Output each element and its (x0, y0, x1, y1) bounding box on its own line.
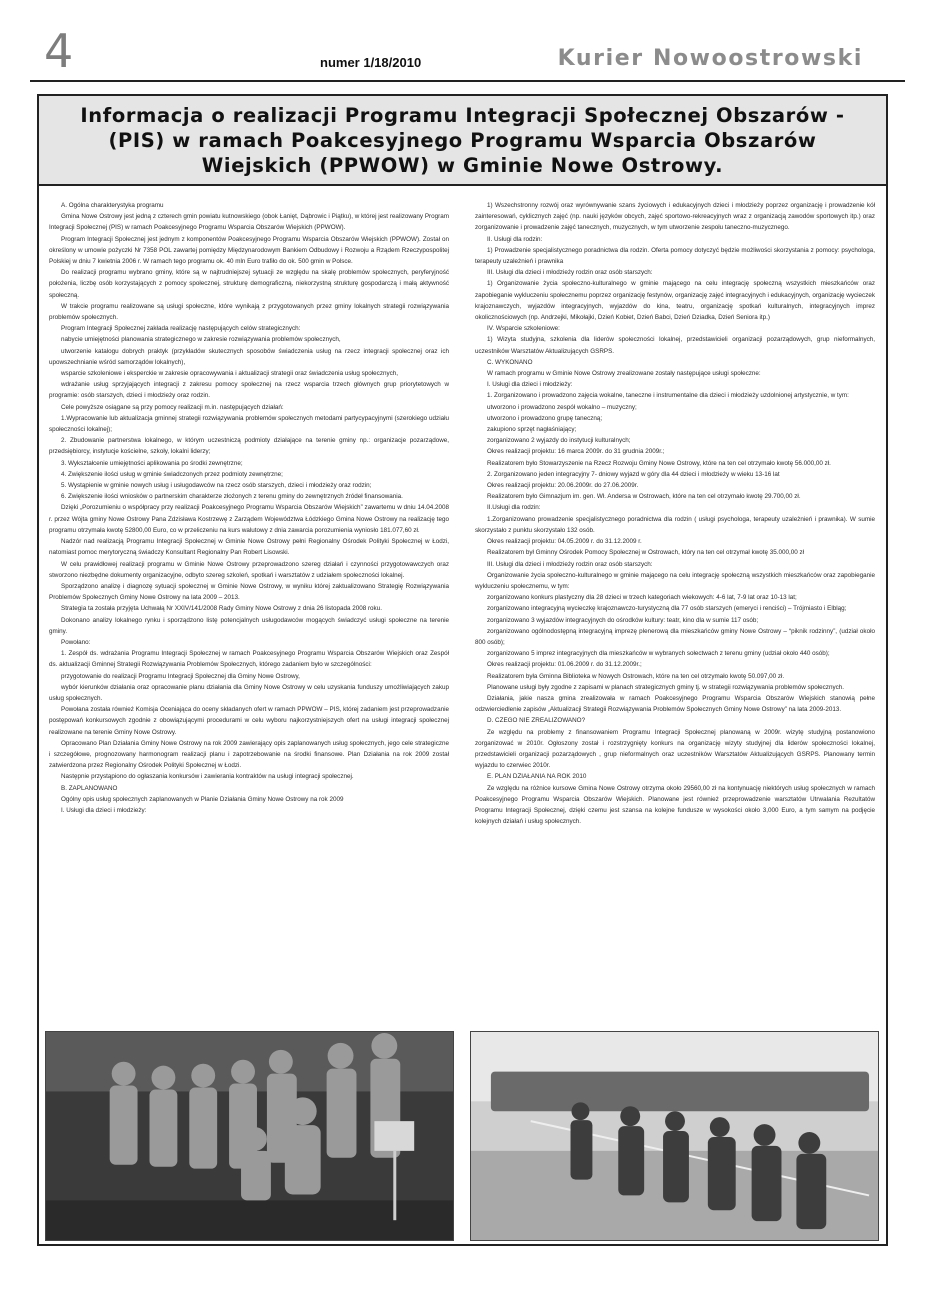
paragraph: E. PLAN DZIAŁANIA NA ROK 2010 (487, 773, 587, 781)
paragraph: I. Usługi dla dzieci i młodzieży: (61, 806, 147, 814)
paragraph: 1. Zorganizowano i prowadzono zajęcia wokalne, taneczne i instrumentalne dla dzieci i młodzieży uzdolnionej artystycznie, w tym: (487, 392, 849, 400)
paragraph: III. Usługi dla dzieci i młodzieży rodzin oraz osób starszych: (487, 269, 653, 277)
paragraph: W trakcie programu realizowane są usługi społeczne, które wynikają z przygotowanych przez gminy lokalnych strategii rozwiązywania problemów społecznych. (49, 302, 449, 322)
paragraph: W celu prawidłowej realizacji programu w Gminie Nowe Ostrowy przeprowadzono szereg działań i czynności przygotowawczych oraz stworzono niezbędne dokumenty organizacyjne, odbyto szereg szkoleń, spotkań i warsztatów z udziałem społeczności lokalnej. (49, 560, 449, 579)
paragraph: utworzono i prowadzono grupę taneczną; (487, 414, 603, 422)
paragraph: I. Usługi dla dzieci i młodzieży: (487, 381, 573, 389)
paragraph: II.Usługi dla rodzin: (487, 504, 541, 512)
paragraph: przygotowanie do realizacji Programu Integracji Społecznej dla Gminy Nowe Ostrowy, (61, 672, 300, 680)
article-frame (37, 94, 888, 1246)
paragraph: III. Usługi dla dzieci i młodzieży rodzin oraz osób starszych: (487, 560, 653, 568)
paragraph: Dzięki „Porozumieniu o współpracy przy realizacji Poakcesyjnego Programu Wsparcia Obszarów Wiejskich” zawartemu w dniu 14.04.2008 r. przez Wójta gminy Nowe Ostrowy Pana Zdzisława Kostrzewę z Zarządem Województwa Łódzkiego Gmina Nowe Ostrowy na realizację tego programu otrzymała kwotę 52800,00 Euro, co w przeliczeniu na kurs walutowy z dnia zawarcia porozumienia wyniosło 181.077,60 zł. (49, 504, 449, 534)
paragraph: Powołano: (61, 638, 91, 646)
headline-box (39, 96, 886, 186)
paragraph: 2. Zbudowanie partnerstwa lokalnego, w którym uczestniczą podmioty działające na terenie gminy np.: organizacje pozarządowe, przedsiębiorcy, instytucje kościelne, szkoły, lokalni liderzy; (49, 437, 449, 456)
paragraph: Cele powyższe osiągane są przy pomocy realizacji m.in. następujących działań: (61, 403, 284, 411)
paragraph: wdrażanie usług sprzyjających integracji z zakresu pomocy społecznej na rzecz wsparcia trzech głównych grup priorytetowych w programie: osób starszych, dzieci i młodzieży oraz rodzin. (49, 381, 449, 400)
paragraph: 1) Wszechstronny rozwój oraz wyrównywanie szans życiowych i edukacyjnych dzieci i młodzieży poprzez organizację i prowadzenie kół zainteresowań, cyklicznych zajęć (np. nauki języków obcych, zajęć sportowo-rekreacyjnych wraz z organizacją zawodów sportowych itp.) oraz zorganizowanie i prowadzenie zajęć tanecznych, muzycznych, w tym utworzenie zespołu taneczno-muzycznego. (475, 202, 875, 232)
paragraph: Okres realizacji projektu: 01.06.2009 r. do 31.12.2009r.; (487, 661, 642, 669)
paragraph: 1) Prowadzenie specjalistycznego poradnictwa dla rodzin. Oferta pomocy dotyczyć będzie możliwości skorzystania z pomocy: psychologa, terapeuty uzależnień i prawnika (475, 246, 875, 266)
paragraph: Realizatorem było Gimnazjum im. gen. Wł. Andersa w Ostrowach, które na ten cel otrzymało kwotę 29.700,00 zł. (487, 493, 801, 501)
paragraph: A. Ogólna charakterystyka programu (61, 202, 164, 209)
paragraph: Okres realizacji projektu: 04.05.2009 r. do 31.12.2009 r. (487, 538, 642, 546)
paragraph: Sporządzono analizę i diagnozę sytuacji społecznej w Gminie Nowe Ostrowy, w wyniku której zaktualizowano Strategię Rozwiązywania Problemów Społecznych Gminy Nowe Ostrowy na lata 2009 – 2013. (49, 582, 449, 602)
paragraph: 4. Zwiększenie ilości usług w gminie świadczonych przez podmioty zewnętrzne; (61, 470, 283, 478)
paragraph: Okres realizacji projektu: 20.06.2009r. do 27.06.2009r. (487, 482, 639, 490)
paragraph: D. CZEGO NIE ZREALIZOWANO? (487, 717, 586, 725)
paragraph: Ze względu na problemy z finansowaniem Programu Integracji Społecznej planowaną w 2009r. wizytę studyjną postanowiono zorganizować w 2010r. Ogłoszony został i rozstrzygnięty konkurs na organizację wizyty studyjnej dla liderów społeczności lokalnej, przedstawicieli organizacji pozarządowych , grup nieformalnych oraz uczestników Warsztatów Aktualizujących GSRPS. Planowany termin wyjazdu to czerwiec 2010r. (475, 728, 875, 770)
paragraph: Opracowano Plan Działania Gminy Nowe Ostrowy na rok 2009 zawierający opis zaplanowanych usług społecznych, jego cele strategiczne i szczegółowe, prognozowany harmonogram realizacji planu i zapotrzebowanie na środki finansowe. Plan Działania na rok 2009 został zatwierdzona przez Regionalny Ośrodek Polityki Społecznej w Łodzi. (49, 739, 449, 770)
paragraph: wsparcie szkoleniowe i eksperckie w zakresie opracowywania i aktualizacji strategii oraz świadczenia usług społecznych, (61, 370, 399, 378)
masthead: Kurier Nowoostrowski (557, 46, 863, 71)
paragraph: Do realizacji programu wybrano gminy, które są w najtrudniejszej sytuacji ze względu na skalę problemów społecznych, peryferyjność położenia, liczbę osób korzystających z pomocy społecznej, strukturę demograficzną, niekorzystną strukturę gospodarczą i małą aktywność społeczną. (49, 269, 449, 299)
paragraph: zorganizowano 2 wyjazdy do instytucji kulturalnych; (487, 437, 631, 445)
paragraph: 1. Zespół ds. wdrażania Programu Integracji Społecznej w ramach Poakcesyjnego Programu Wsparcia Obszarów Wiejskich oraz Zespół ds. aktualizacji Gminnej Strategii Rozwiązywania Problemów Społecznych, którego zadaniem było w szczególności: (49, 650, 449, 669)
header-rule (30, 80, 905, 82)
paragraph: Dokonano analizy lokalnego rynku i sporządzono listę potencjalnych usługodawców mogących świadczyć usługi społeczne na terenie gminy. (49, 616, 449, 635)
paragraph: utworzono i prowadzono zespół wokalno – muzyczny; (487, 403, 637, 411)
paragraph: 3. Wykształcenie umiejętności aplikowania po środki zewnętrzne; (61, 459, 243, 467)
paragraph: Działania, jakie nasza gmina zrealizowała w ramach Poakcesyjnego Programu Wsparcia Obszarów Wiejskich stanowią pełne odzwierciedlenie zapisów „Aktualizacji Strategii Rozwiązywania Problemów Społecznych Gminy Nowe Ostrowy” na lata 2009-2013. (475, 694, 875, 714)
paragraph: zorganizowano konkurs plastyczny dla 28 dzieci w trzech kategoriach wiekowych: 4-6 lat, 7-9 lat oraz 10-13 lat; (487, 594, 797, 602)
paragraph: W ramach programu w Gminie Nowe Ostrowy zrealizowane zostały następujące usługi społeczne: (487, 370, 761, 378)
paragraph: 5. Wystąpienie w gminie nowych usług i usługodawców na rzecz osób starszych, dzieci i młodzieży oraz rodzin; (61, 482, 372, 490)
paragraph: Planowane usługi były zgodne z zapisami w planach strategicznych gminy tj. w strategii rozwiązywania problemów społecznych. (487, 683, 844, 691)
paragraph: zorganizowano 3 wyjazdów integracyjnych do ośrodków kultury: teatr, kino dla w sumie 117 osób; (487, 616, 759, 624)
paragraph: Nadzór nad realizacją Programu Integracji Społecznej w Gminie Nowe Ostrowy pełni Regionalny Ośrodek Polityki Społecznej w Łodzi, natomiast pomoc merytoryczną świadczy Konsultant Regionalny Pan Robert Lisowski. (49, 538, 449, 557)
paragraph: 6. Zwiększenie ilości wniosków o partnerskim charakterze złożonych z terenu gminy do zewnętrznych źródeł finansowania. (61, 493, 403, 501)
article-headline: Informacja o realizacji Programu Integracji Społecznej Obszarów - (PIS) w ramach Poakcesyjnego Programu Wsparcia Obszarów Wiejskich (PPWOW) w Gminie Nowe Ostrowy. (80, 103, 845, 177)
paragraph: zakupiono sprzęt nagłaśniający; (487, 426, 577, 434)
paragraph: wybór kierunków działania oraz opracowanie planu działania dla Gminy Nowe Ostrowy w celu uzyskania funduszy umożliwiających zakup usług społecznych. (49, 683, 449, 702)
paragraph: zorganizowano integracyjną wycieczkę krajoznawczo-turystyczną dla 77 osób starszych (emeryci i renciści) – Trójmiasto i Elbląg; (487, 605, 847, 613)
paragraph: C. WYKONANO (487, 358, 533, 366)
paragraph: 1.Wypracowanie lub aktualizacja gminnej strategii rozwiązywania problemów społecznych metodami partycypacyjnymi (szerokiego udziału społeczności lokalnej); (49, 414, 449, 434)
paragraph: Realizatorem był Gminny Ośrodek Pomocy Społecznej w Ostrowach, który na ten cel otrzymał kwotę 35.000,00 zł (487, 549, 805, 557)
paragraph: 2. Zorganizowano jeden integracyjny 7- dniowy wyjazd w góry dla 44 dzieci i młodzieży w wieku 13-16 lat (487, 470, 780, 478)
paragraph: Okres realizacji projektu: 16 marca 2009r. do 31 grudnia 2009r.; (487, 448, 665, 456)
article-column-right (475, 200, 875, 1030)
article-column-left (49, 200, 449, 1030)
group-photo (45, 1031, 454, 1241)
paragraph: IV. Wsparcie szkoleniowe: (487, 325, 560, 333)
page-number: 4 (44, 24, 74, 78)
paragraph: 1) Wizyta studyjna, szkolenia dla liderów społeczności lokalnej, przedstawicieli organizacji pozarządowych, grup nieformalnych, uczestników Warsztatów Aktualizujących GSRPS. (475, 336, 875, 355)
paragraph: Ogólny opis usług społecznych zaplanowanych w Planie Działania Gminy Nowe Ostrowy na rok 2009 (61, 795, 344, 803)
paragraph: Program Integracji Społecznej jest jednym z komponentów Poakcesyjnego Programu Wsparcia Obszarów Wiejskich (PPWOW). Został on określony w umowie pożyczki Nr 7358 POL zawartej pomiędzy Międzynarodowym Bankiem Odbudowy i Rozwoju a Rządem Rzeczypospolitej Polskiej w dniu 7 kwietnia 2006 r. W ramach tego programu ok. 40 mln Euro trafiło do ok. 500 gmin w Polsce. (49, 235, 449, 266)
issue-number: numer 1/18/2010 (320, 55, 422, 70)
paragraph: zorganizowano ogólnodostępną integracyjną imprezę plenerową dla mieszkańców gminy Nowe Ostrowy – “piknik rodzinny”, (udział około 800 osób); (475, 627, 875, 646)
paragraph: 1.Zorganizowano prowadzenie specjalistycznego poradnictwa dla rodzin ( usługi psychologa, terapeuty uzależnień i prawnika). W sumie skorzystało z punktu skorzystało 132 osób. (475, 515, 875, 534)
tug-of-war-photo-image (471, 1032, 878, 1240)
paragraph: utworzenie katalogu dobrych praktyk (przykładów skutecznych sposobów świadczenia usług na rzecz integracji społecznej oraz ich upowszechnianie wśród samorządów lokalnych), (49, 347, 449, 366)
paragraph: Realizatorem była Gminna Biblioteka w Nowych Ostrowach, które na ten cel otrzymało kwotę 50.097,00 zł. (487, 672, 785, 680)
paragraph: zorganizowano 5 imprez integracyjnych dla mieszkańców w wybranych sołectwach z terenu gminy (udział około 440 osób); (487, 650, 830, 658)
paragraph: nabycie umiejętności planowania strategicznego w zakresie rozwiązywania problemów społecznych, (61, 336, 341, 344)
group-photo-image (46, 1032, 453, 1240)
paragraph: II. Usługi dla rodzin: (487, 235, 543, 243)
paragraph: Program Integracji Społecznej zakłada realizację następujących celów strategicznych: (61, 325, 301, 333)
paragraph: 1) Organizowanie życia społeczno-kulturalnego w gminie mającego na celu integrację społeczną wszystkich mieszkańców oraz zapobieganie wykluczeniu społecznemu poprzez organizację festynów, organizację zajęć integracyjnych i edukacyjnych, organizację wycieczek krajoznawczych, wyjazdów integracyjnych, wyjazdów do kina, teatru, organizację spotkań kulturalnych, integracyjnych imprez okolicznościowych (np. Andrzejki, Mikołajki, Dzień Kobiet, Dzień Babci, Dzień Dziadka, Dzień Seniora itp.) (475, 280, 875, 322)
paragraph: Powołana została również Komisja Oceniająca do oceny składanych ofert w ramach PPWOW – PIS, której zadaniem jest przeprowadzanie postępowań konkursowych zgodnie z obowiązującymi procedurami w celu wyboru najkorzystniejszych ofert na usługi integracji społecznej realizowane na terenie Gminy Nowe Ostrowy. (49, 706, 449, 736)
tug-of-war-photo (470, 1031, 879, 1241)
paragraph: Organizowanie życia społeczno-kulturalnego w gminie mającego na celu integrację społeczną wszystkich mieszkańców oraz zapobieganie wykluczeniu społecznemu, w tym: (475, 571, 875, 590)
paragraph: Ze względu na różnice kursowe Gmina Nowe Ostrowy otrzyma około 29560,00 zł na kontynuację niektórych usług społecznych w ramach Poakcesyjnego Programu Wsparcia Obszarów Wiejskich. Planowane jest również przeprowadzenie warsztatów Utrwalania Rezultatów Programu Integracji Społecznej, dzięki czemu jest szansa na kolejne fundusze w wysokości około 3,000 Euro, a tym samym na podjęcie kolejnych działań i usług społecznych. (475, 784, 875, 826)
paragraph: Gmina Nowe Ostrowy jest jedną z czterech gmin powiatu kutnowskiego (obok Łanięt, Dąbrowic i Piątku), w której jest realizowany Program Integracji Społecznej (PIS) w ramach Poakcesyjnego Programu Wsparcia Obszarów Wiejskich (PPWOW). (49, 213, 449, 232)
paragraph: Strategia ta została przyjęta Uchwałą Nr XXIV/141/2008 Rady Gminy Nowe Ostrowy z dnia 26 listopada 2008 roku. (61, 605, 382, 613)
paragraph: B. ZAPLANOWANO (61, 784, 118, 792)
paragraph: Następnie przystąpiono do ogłaszania konkursów i zawierania kontraktów na usługi integracji społecznej. (61, 773, 354, 781)
paragraph: Realizatorem było Stowarzyszenie na Rzecz Rozwoju Gminy Nowe Ostrowy, które na ten cel otrzymało kwotę 56.000,00 zł. (487, 459, 831, 467)
